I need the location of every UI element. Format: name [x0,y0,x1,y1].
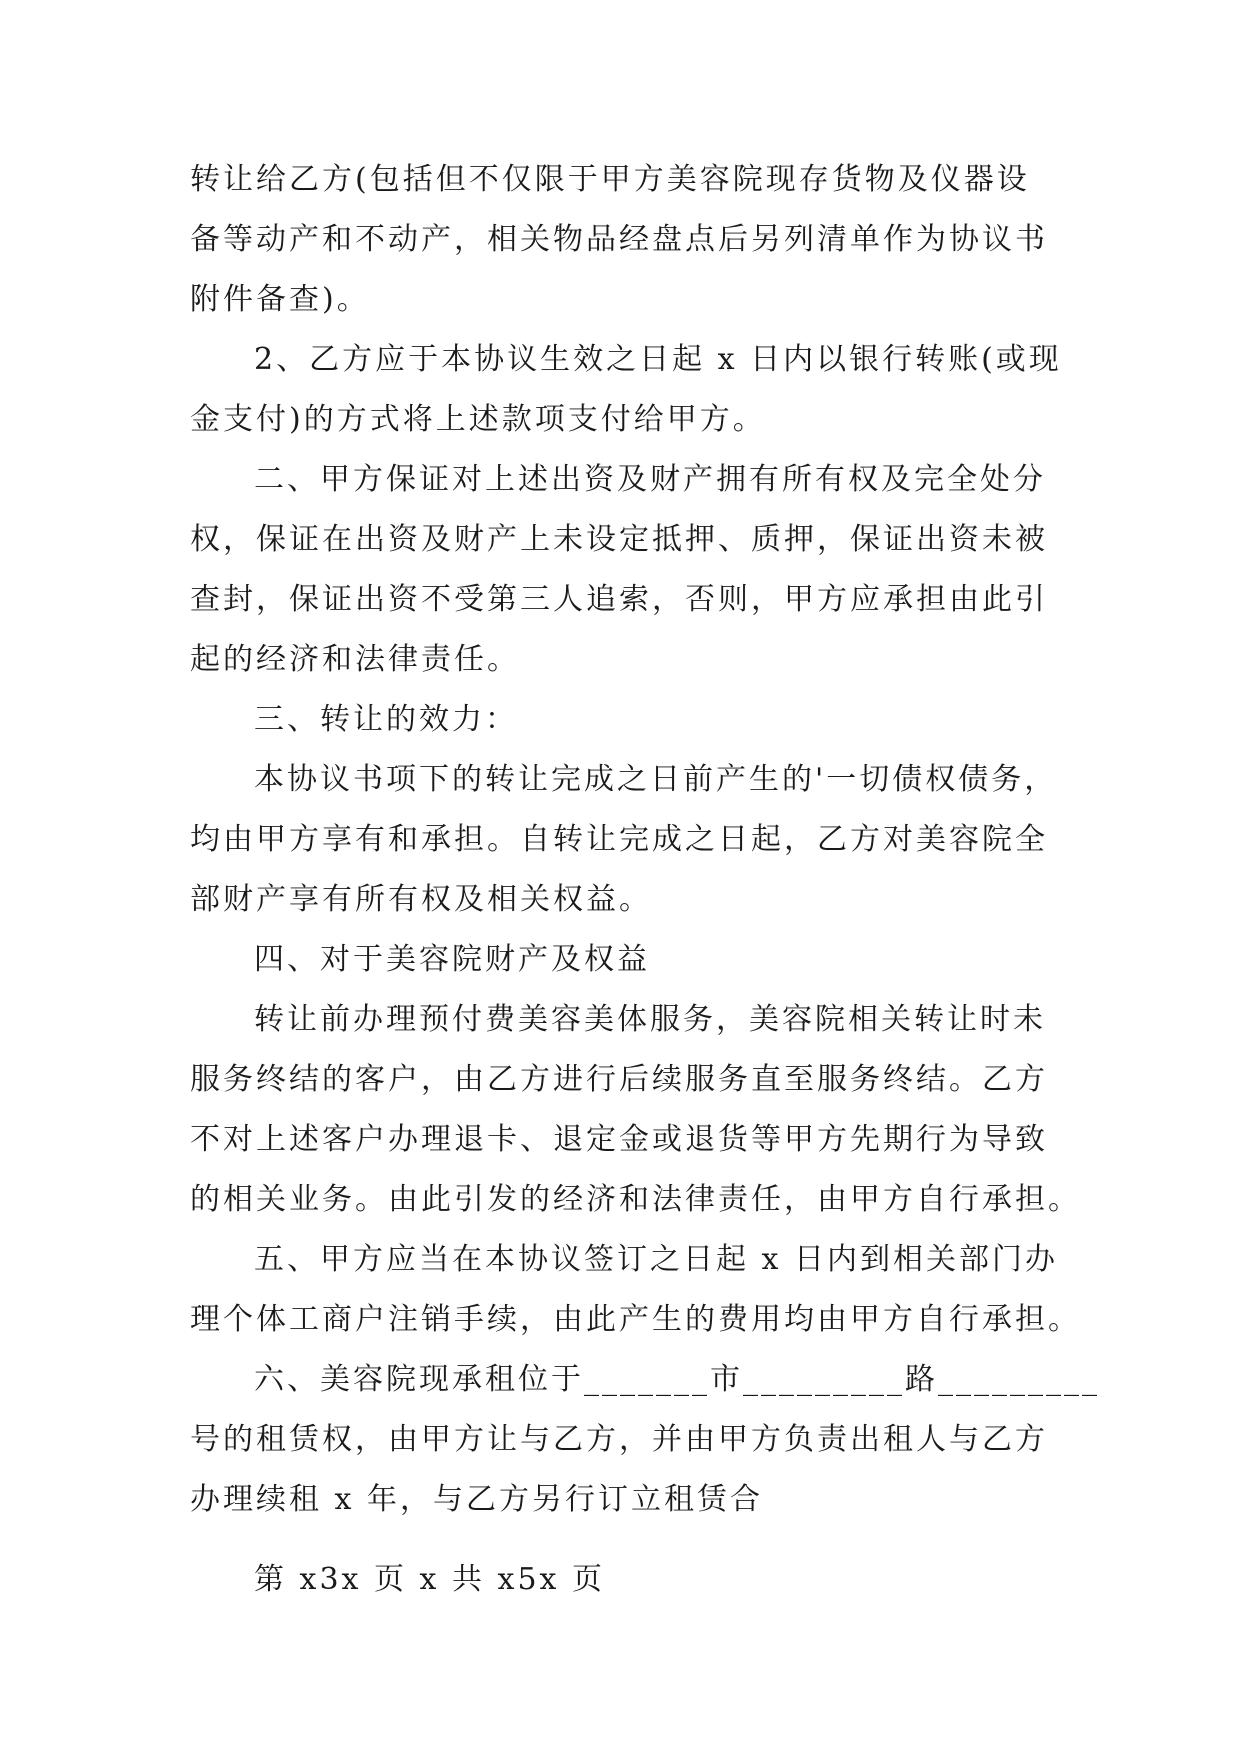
text-line: 理个体工商户注销手续，由此产生的费用均由甲方自行承担。 [190,1302,1081,1337]
text-line: 2、乙方应于本协议生效之日起 x 日内以银行转账(或现 [254,342,1062,377]
text-line: 办理续租 x 年，与乙方另行订立租赁合 [190,1482,763,1517]
text-line: 二、甲方保证对上述出资及财产拥有所有权及完全处分 [254,462,1046,497]
text-line: 起的经济和法律责任。 [190,642,520,677]
text-line: 均由甲方享有和承担。自转让完成之日起，乙方对美容院全 [190,822,1048,857]
section-heading: 三、转让的效力： [254,702,518,737]
text-line: 本协议书项下的转让完成之日前产生的'一切债权债务， [254,762,1058,797]
text-line: 转让前办理预付费美容美体服务，美容院相关转让时未 [254,1002,1046,1037]
text-line: 不对上述客户办理退卡、退定金或退货等甲方先期行为导致 [190,1122,1048,1157]
text-line: 附件备查)。 [190,282,370,317]
text-line: 查封，保证出资不受第三人追索，否则，甲方应承担由此引 [190,582,1048,617]
page-number: 第 x3x 页 x 共 x5x 页 [254,1562,605,1597]
text-line: 权，保证在出资及财产上未设定抵押、质押，保证出资未被 [190,522,1048,557]
text-line: 备等动产和不动产，相关物品经盘点后另列清单作为协议书 [190,222,1048,257]
text-line: 服务终结的客户，由乙方进行后续服务直至服务终结。乙方 [190,1062,1048,1097]
text-line: 转让给乙方(包括但不仅限于甲方美容院现存货物及仪器设 [190,162,1030,197]
text-line: 的相关业务。由此引发的经济和法律责任，由甲方自行承担。 [190,1182,1081,1217]
text-line: 部财产享有所有权及相关权益。 [190,882,652,917]
text-line: 六、美容院现承租位于_______市_________路_________ [254,1362,1100,1397]
section-heading: 四、对于美容院财产及权益 [254,942,650,977]
text-line: 金支付)的方式将上述款项支付给甲方。 [190,402,766,437]
text-line: 号的租赁权，由甲方让与乙方，并由甲方负责出租人与乙方 [190,1422,1048,1457]
document-body [190,150,1100,1610]
text-line: 五、甲方应当在本协议签订之日起 x 日内到相关部门办 [254,1242,1058,1277]
